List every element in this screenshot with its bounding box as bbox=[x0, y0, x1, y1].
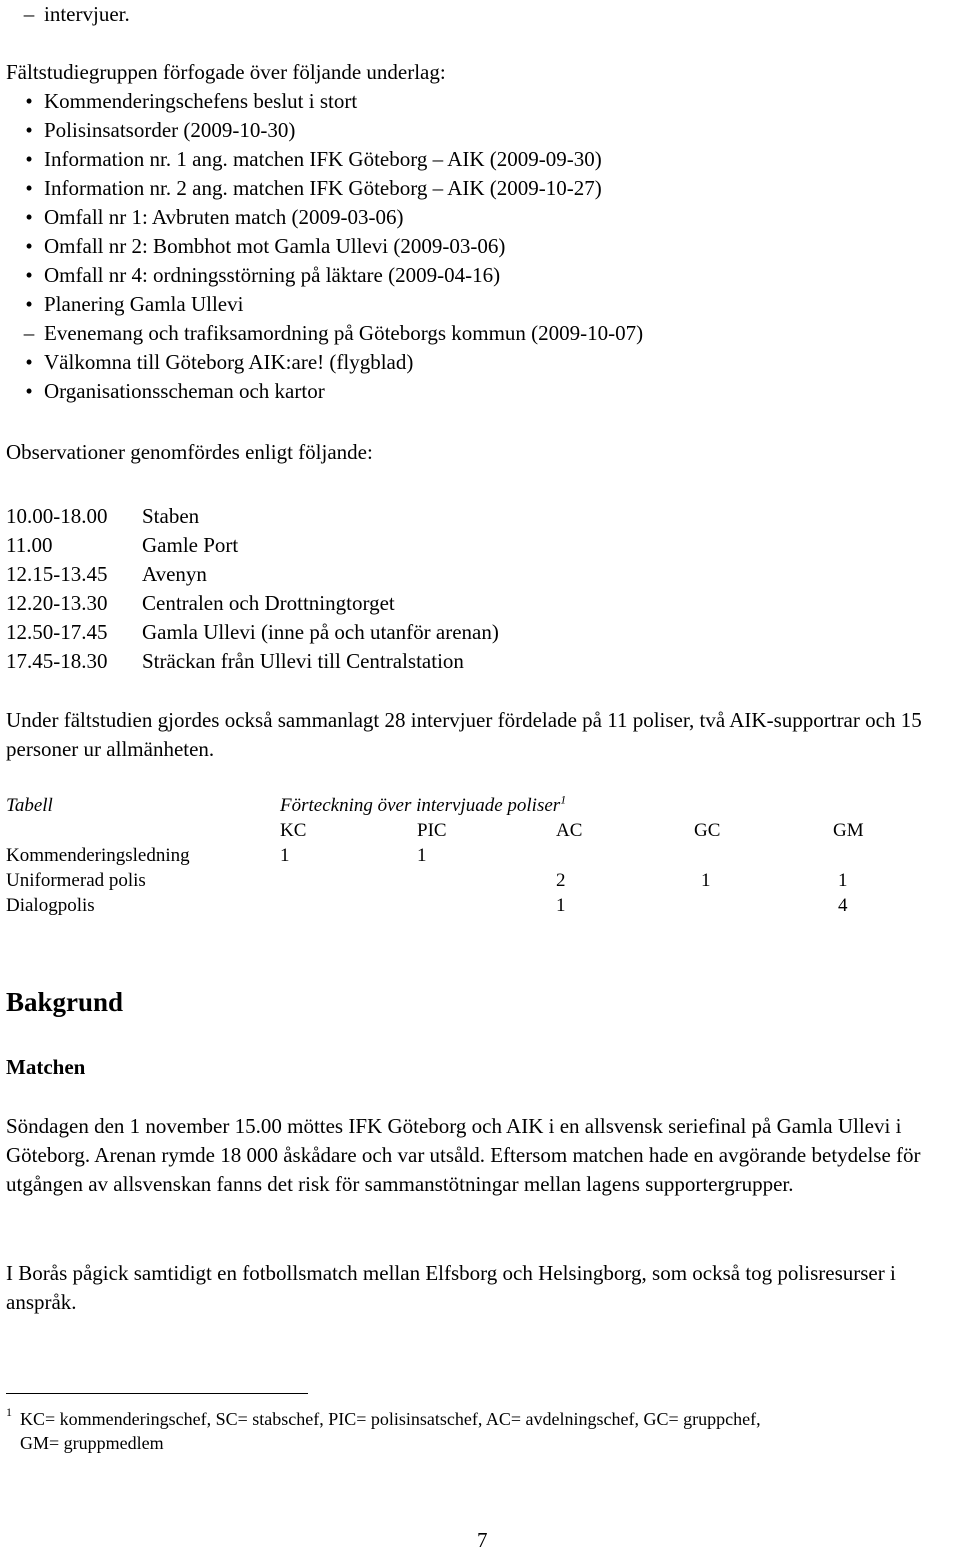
table-cell: 1 bbox=[838, 870, 848, 891]
list-item-text: Polisinsatsorder (2009-10-30) bbox=[44, 118, 296, 142]
table-cell: 1 bbox=[701, 870, 711, 891]
heading-matchen: Matchen bbox=[6, 1055, 86, 1079]
column-header: PIC bbox=[417, 820, 447, 841]
schedule-place: Sträckan från Ullevi till Centralstation bbox=[142, 649, 464, 673]
table-label: Tabell bbox=[6, 795, 53, 816]
list-item-text: Information nr. 2 ang. matchen IFK Göteborg – AIK (2009-10-27) bbox=[44, 176, 602, 200]
interviews-paragraph: Under fältstudien gjordes också sammanlagt 28 intervjuer fördelade på 11 poliser, två AIK-supportrar och 15 personer ur allmänheten. bbox=[6, 708, 922, 761]
list-item-text: intervjuer. bbox=[44, 2, 130, 26]
list-item-text: Omfall nr 4: ordningsstörning på läktare (2009-04-16) bbox=[44, 263, 501, 287]
row-label: Uniformerad polis bbox=[6, 870, 146, 891]
list-item-text: Omfall nr 2: Bombhot mot Gamla Ullevi (2009-03-06) bbox=[44, 234, 506, 258]
list-item-text: Organisationsscheman och kartor bbox=[44, 379, 325, 403]
schedule-time: 12.15-13.45 bbox=[6, 562, 108, 586]
bullet-marker: • bbox=[25, 205, 33, 229]
schedule-time: 12.20-13.30 bbox=[6, 591, 108, 615]
column-header: KC bbox=[280, 820, 307, 841]
bullet-marker: • bbox=[25, 292, 33, 316]
list-item-text: Omfall nr 1: Avbruten match (2009-03-06) bbox=[44, 205, 404, 229]
schedule-time: 10.00-18.00 bbox=[6, 504, 108, 528]
column-header: AC bbox=[556, 820, 583, 841]
table-cell: 1 bbox=[556, 895, 566, 916]
schedule-place: Centralen och Drottningtorget bbox=[142, 591, 395, 615]
column-header: GM bbox=[833, 820, 864, 841]
schedule-time: 17.45-18.30 bbox=[6, 649, 108, 673]
table-title-text: Förteckning över intervjuade poliser bbox=[280, 795, 561, 816]
schedule-place: Staben bbox=[142, 504, 200, 528]
list-item-text: Information nr. 1 ang. matchen IFK Göteborg – AIK (2009-09-30) bbox=[44, 147, 602, 171]
footnote-line: KC= kommenderingschef, SC= stabschef, PIC= polisinsatschef, AC= avdelningschef, GC= gruppchef, bbox=[20, 1409, 761, 1429]
table-cell: 1 bbox=[280, 845, 290, 866]
bullet-marker: • bbox=[25, 234, 33, 258]
footnote-reference: 1 bbox=[560, 792, 567, 807]
row-label: Dialogpolis bbox=[6, 895, 95, 916]
page-number: 7 bbox=[477, 1528, 488, 1552]
table-cell: 4 bbox=[838, 895, 848, 916]
footnote-separator bbox=[6, 1393, 308, 1394]
materials-intro: Fältstudiegruppen förfogade över följande underlag: bbox=[6, 60, 446, 84]
schedule-place: Gamle Port bbox=[142, 533, 239, 557]
list-item-text: Kommenderingschefens beslut i stort bbox=[44, 89, 358, 113]
heading-bakgrund: Bakgrund bbox=[6, 987, 124, 1017]
list-item-text: Planering Gamla Ullevi bbox=[44, 292, 244, 316]
footnote-number: 1 bbox=[6, 1405, 12, 1419]
schedule-place: Avenyn bbox=[142, 562, 207, 586]
table-cell: 1 bbox=[417, 845, 427, 866]
observations-intro: Observationer genomfördes enligt följande: bbox=[6, 440, 373, 464]
schedule-time: 11.00 bbox=[6, 533, 53, 557]
bullet-marker: • bbox=[25, 118, 33, 142]
column-header: GC bbox=[694, 820, 721, 841]
list-item-text: Välkomna till Göteborg AIK:are! (flygblad) bbox=[44, 350, 414, 374]
table-title bbox=[280, 793, 566, 818]
schedule-time: 12.50-17.45 bbox=[6, 620, 108, 644]
dash-marker: – bbox=[23, 2, 35, 26]
footnote-line: GM= gruppmedlem bbox=[20, 1433, 164, 1453]
bullet-marker: • bbox=[25, 89, 33, 113]
bullet-marker: • bbox=[25, 350, 33, 374]
paragraph-match: Söndagen den 1 november 15.00 möttes IFK Göteborg och AIK i en allsvensk seriefinal på Gamla Ullevi i Göteborg. Arenan rymde 18 000 åskådare och var utsåld. Eftersom matchen hade en avgörande betydelse för utgången av allsvenskan fanns det risk för sammanstötningar mellan lagens supportergrupper. bbox=[6, 1114, 921, 1196]
bullet-marker: • bbox=[25, 176, 33, 200]
dash-marker: – bbox=[23, 321, 35, 345]
paragraph-boras: I Borås pågick samtidigt en fotbollsmatch mellan Elfsborg och Helsingborg, som också tog polisresurser i anspråk. bbox=[6, 1261, 896, 1314]
schedule-place: Gamla Ullevi (inne på och utanför arenan) bbox=[142, 620, 499, 644]
bullet-marker: • bbox=[25, 263, 33, 287]
table-cell: 2 bbox=[556, 870, 566, 891]
bullet-marker: • bbox=[25, 379, 33, 403]
bullet-marker: • bbox=[25, 147, 33, 171]
list-item-text: Evenemang och trafiksamordning på Göteborgs kommun (2009-10-07) bbox=[44, 321, 644, 345]
row-label: Kommenderingsledning bbox=[6, 845, 190, 866]
